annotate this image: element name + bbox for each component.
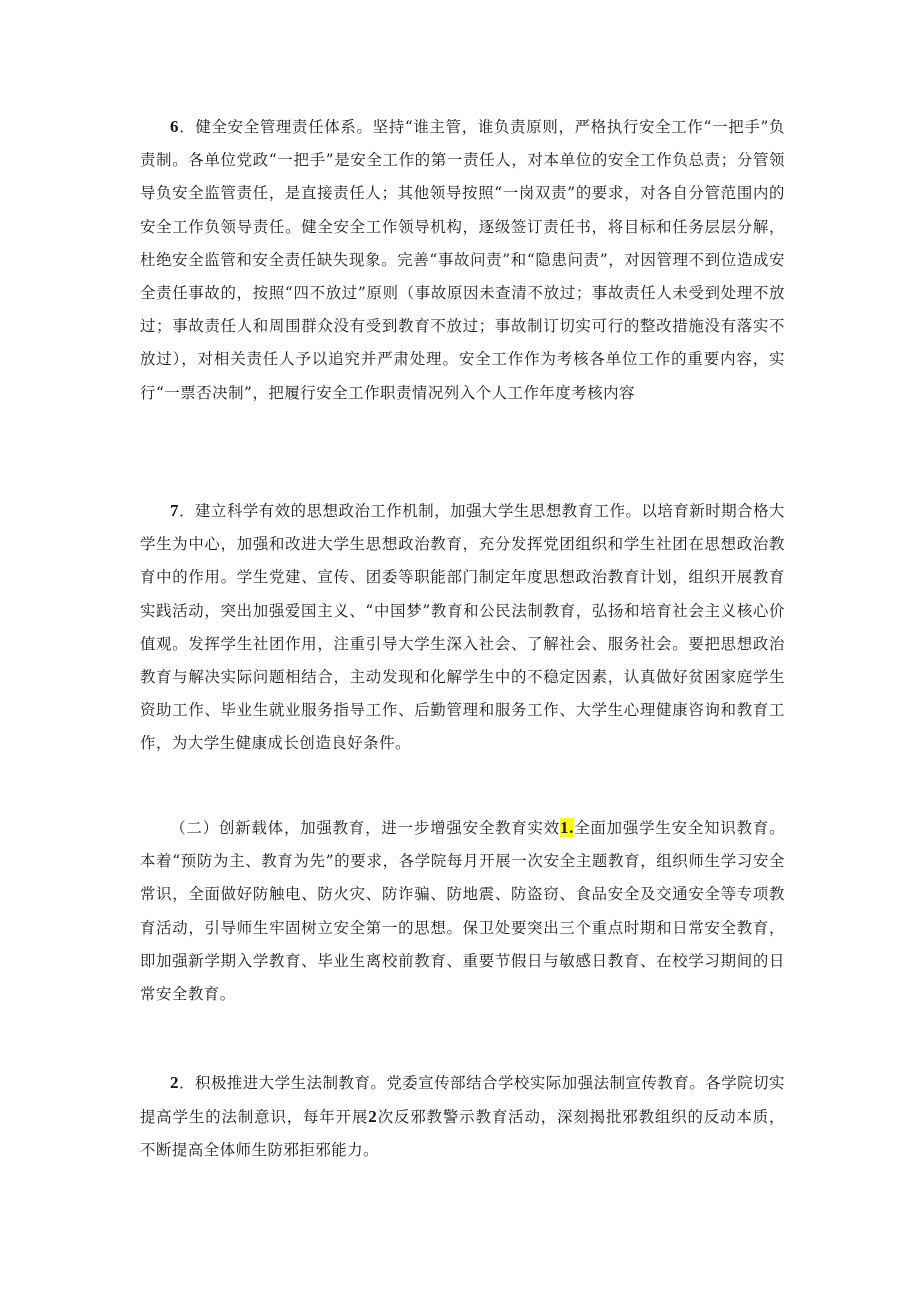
section-heading: （二）创新载体，加强教育，进一步增强安全教育实效: [170, 819, 561, 837]
section-7-text: ．建立科学有效的思想政治工作机制，加强大学生思想教育工作。以培育新时期合格大学生为中心，加强和改进大学生思想政治教育，充分发挥党团组织和学生社团在思想政治教育中的作用。学生党建、宣传、团委等职能部门制定年度思想政治教育计划，组织开展教育实践活动，突出加强爱国主义、“中国梦”教育和公民法制教育，弘扬和培育社会主义核心价值观。发挥学生社团作用，注重引导大学生深入社会、了解社会、服务社会。要把思想政治教育与解决实际问题相结合，主动发现和化解学生中的不稳定因素，认真做好贫困家庭学生资助工作、毕业生就业服务指导工作、后勤管理和服务工作、大学生心理健康咨询和教育工作，为大学生健康成长创造良好条件。: [140, 502, 785, 753]
section-2-1-text: 全面加强学生安全知识教育。本着“预防为主、教育为先”的要求，各学院每月开展一次安全主题教育，组织师生学习安全常识，全面做好防触电、防火灾、防诈骗、防地震、防盗窃、食品安全及交通安全等专项教育活动，引导师生牢固树立安全第一的思想。保卫处要突出三个重点时期和日常安全教育，即加强新学期入学教育、毕业生离校前教育、重要节假日与敏感日教育、在校学习期间的日常安全教育。: [140, 819, 785, 1004]
section-6-text: ．健全安全管理责任体系。坚持“谁主管，谁负责原则，严格执行安全工作“一把手”负责制。各单位党政“一把手”是安全工作的第一责任人，对本单位的安全工作负总责；分管领导负安全监管责任，是直接责任人；其他领导按照“一岗双责”的要求，对各自分管范围内的安全工作负领导责任。健全安全工作领导机构，逐级签订责任书，将目标和任务层层分解，杜绝安全监管和安全责任缺失现象。完善“事故问责”和“隐患问责”，对因管理不到位造成安全责任事故的，按照“四不放过”原则（事故原因未查清不放过；事故责任人未受到处理不放过；事故责任人和周围群众没有受到教育不放过；事故制订切实可行的整改措施没有落实不放过），对相关责任人予以追究并严肃处理。安全工作作为考核各单位工作的重要内容，实行“一票否决制”，把履行安全工作职责情况列入个人工作年度考核内容: [140, 118, 785, 402]
section-7-number: 7: [170, 501, 180, 520]
section-6-number: 6: [170, 117, 180, 136]
section-6-paragraph: [140, 110, 785, 410]
highlighted-item-number: 1.: [560, 818, 574, 837]
inline-count-number: 2: [368, 1107, 378, 1127]
section-2-2-text-after: 次反邪教警示教育活动，深刻揭批邪教组织的反动本质，不断提高全体师生防邪拒邪能力。: [140, 1108, 785, 1160]
section-2-2-number: 2: [170, 1073, 180, 1092]
section-2-1-paragraph: [140, 811, 785, 1011]
section-2-2-paragraph: [140, 1066, 785, 1168]
section-2-2-text-before: ．积极推进大学生法制教育。党委宣传部结合学校实际加强法制宣传教育。各学院切实提高学生的法制意识，每年开展: [140, 1074, 785, 1127]
section-7-paragraph: [140, 494, 785, 761]
